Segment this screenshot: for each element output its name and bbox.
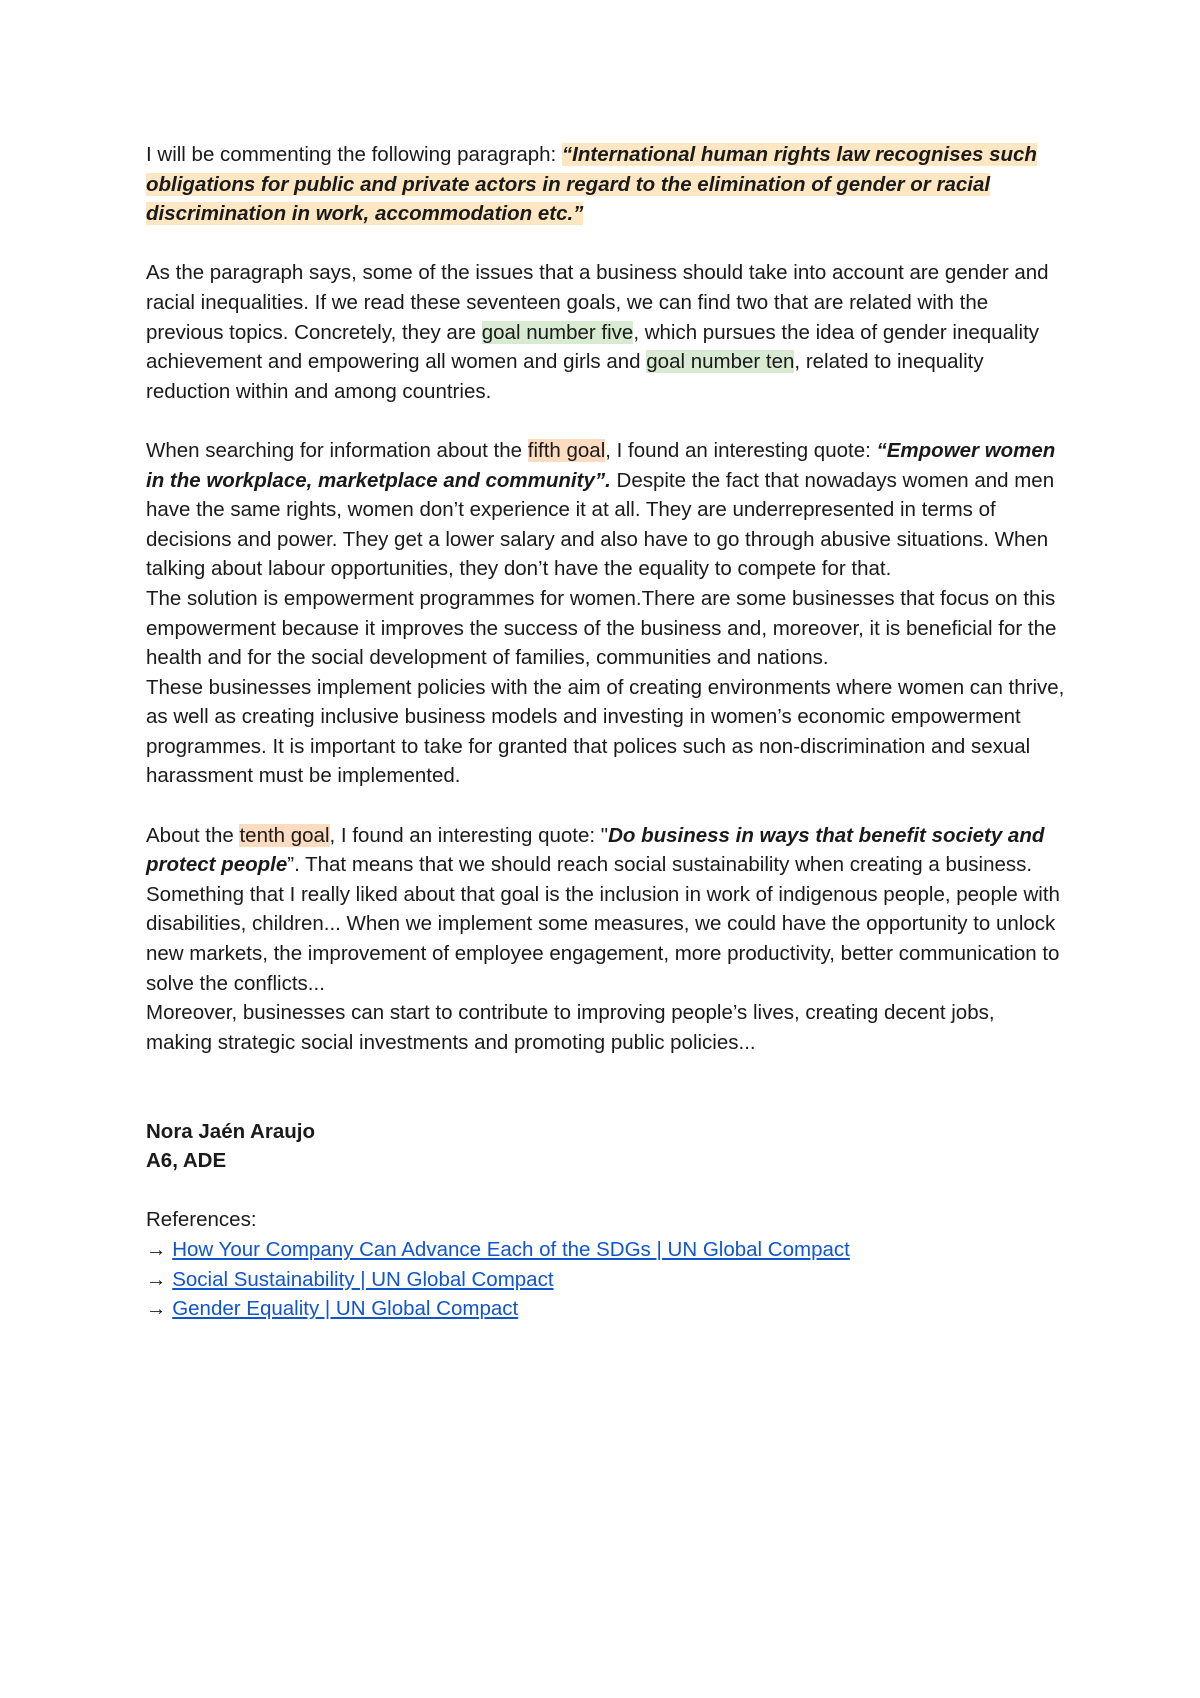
paragraph-goals [146,258,1066,406]
text-run: , I found an interesting quote: " [329,823,609,847]
text-run: , which pursues the idea of gender inequality achievement and empowering all women and girls and [146,320,1040,374]
reference-item [146,1235,1066,1265]
references-heading: References: [146,1208,257,1232]
spacer [146,406,1066,436]
highlight-goal-five: goal number five [481,320,634,344]
highlight-tenth-goal: tenth goal [239,823,330,847]
text-run: As the paragraph says, some of the issues that a business should take into account are gender and racial inequalities. If we read these seventeen goals, we can find two that are related with the previous topics. Concretely, they are [146,261,1049,344]
spacer [146,1057,1066,1116]
paragraph-solution: The solution is empowerment programmes for women.There are some businesses that focus on this empowerment because it improves the success of the business and, moreover, it is beneficial for the health and for the social development of families, communities and nations. [146,586,1057,670]
arrow-icon: → [146,1297,167,1321]
arrow-icon: → [146,1267,167,1291]
spacer [146,229,1066,259]
author-name: Nora Jaén Araujo [146,1119,315,1143]
reference-link-social-sustainability[interactable]: Social Sustainability | UN Global Compact [172,1267,554,1291]
arrow-icon: → [146,1237,167,1261]
paragraph-tenth-goal [146,821,1066,999]
quote-do-business: Do business in ways that benefit society and protect people [146,823,1045,877]
text-run: , related to inequality reduction within and among countries. [146,350,984,403]
text-run: ”. That means that we should reach social sustainability when creating a business. Something that I really liked about that goal is the inclusion in work of indigenous people, people with disabilities, children... When we implement some measures, we could have the opportunity to unlock new markets, the improvement of employee engagement, more productivity, better communication to solve the conflicts... [146,853,1060,995]
author-group: A6, ADE [146,1149,227,1173]
paragraph-policies: These businesses implement policies with the aim of creating environments where women can thrive, as well as creating inclusive business models and investing in women’s economic empowerment programmes. It is important to take for granted that polices such as non-discrimination and sexual harassment must be implemented. [146,675,1065,788]
spacer [146,791,1066,821]
paragraph-fifth-goal [146,436,1066,584]
highlight-goal-ten: goal number ten [646,350,795,374]
paragraph-moreover: Moreover, businesses can start to contribute to improving people’s lives, creating decent jobs, making strategic social investments and promoting public policies... [146,1001,995,1054]
references-section [146,1205,1066,1323]
reference-link-sdgs[interactable]: How Your Company Can Advance Each of the SDGs | UN Global Compact [172,1237,850,1261]
quoted-paragraph: “International human rights law recognises such obligations for public and private actors in regard to the elimination of gender or racial discrimination in work, accommodation etc.” [146,143,1037,226]
paragraph-intro [146,140,1066,229]
reference-item [146,1265,1066,1295]
text-run: , I found an interesting quote: [605,438,877,462]
reference-link-gender-equality[interactable]: Gender Equality | UN Global Compact [172,1297,519,1321]
intro-text: I will be commenting the following paragraph: [146,143,562,166]
spacer [146,1176,1066,1206]
document-body [146,140,1066,1324]
text-run: About the [146,823,240,847]
reference-item [146,1294,1066,1324]
highlight-fifth-goal: fifth goal [527,438,606,462]
text-run: Despite the fact that nowadays women and men have the same rights, women don’t experience it at all. They are underrepresented in terms of decisions and power. They get a lower salary and also have to go through abusive situations. When talking about labour opportunities, they don’t have the equality to compete for that. [146,468,1055,581]
quote-empower: “Empower women in the workplace, marketplace and community”. [146,438,1056,492]
text-run: When searching for information about the [146,438,528,462]
